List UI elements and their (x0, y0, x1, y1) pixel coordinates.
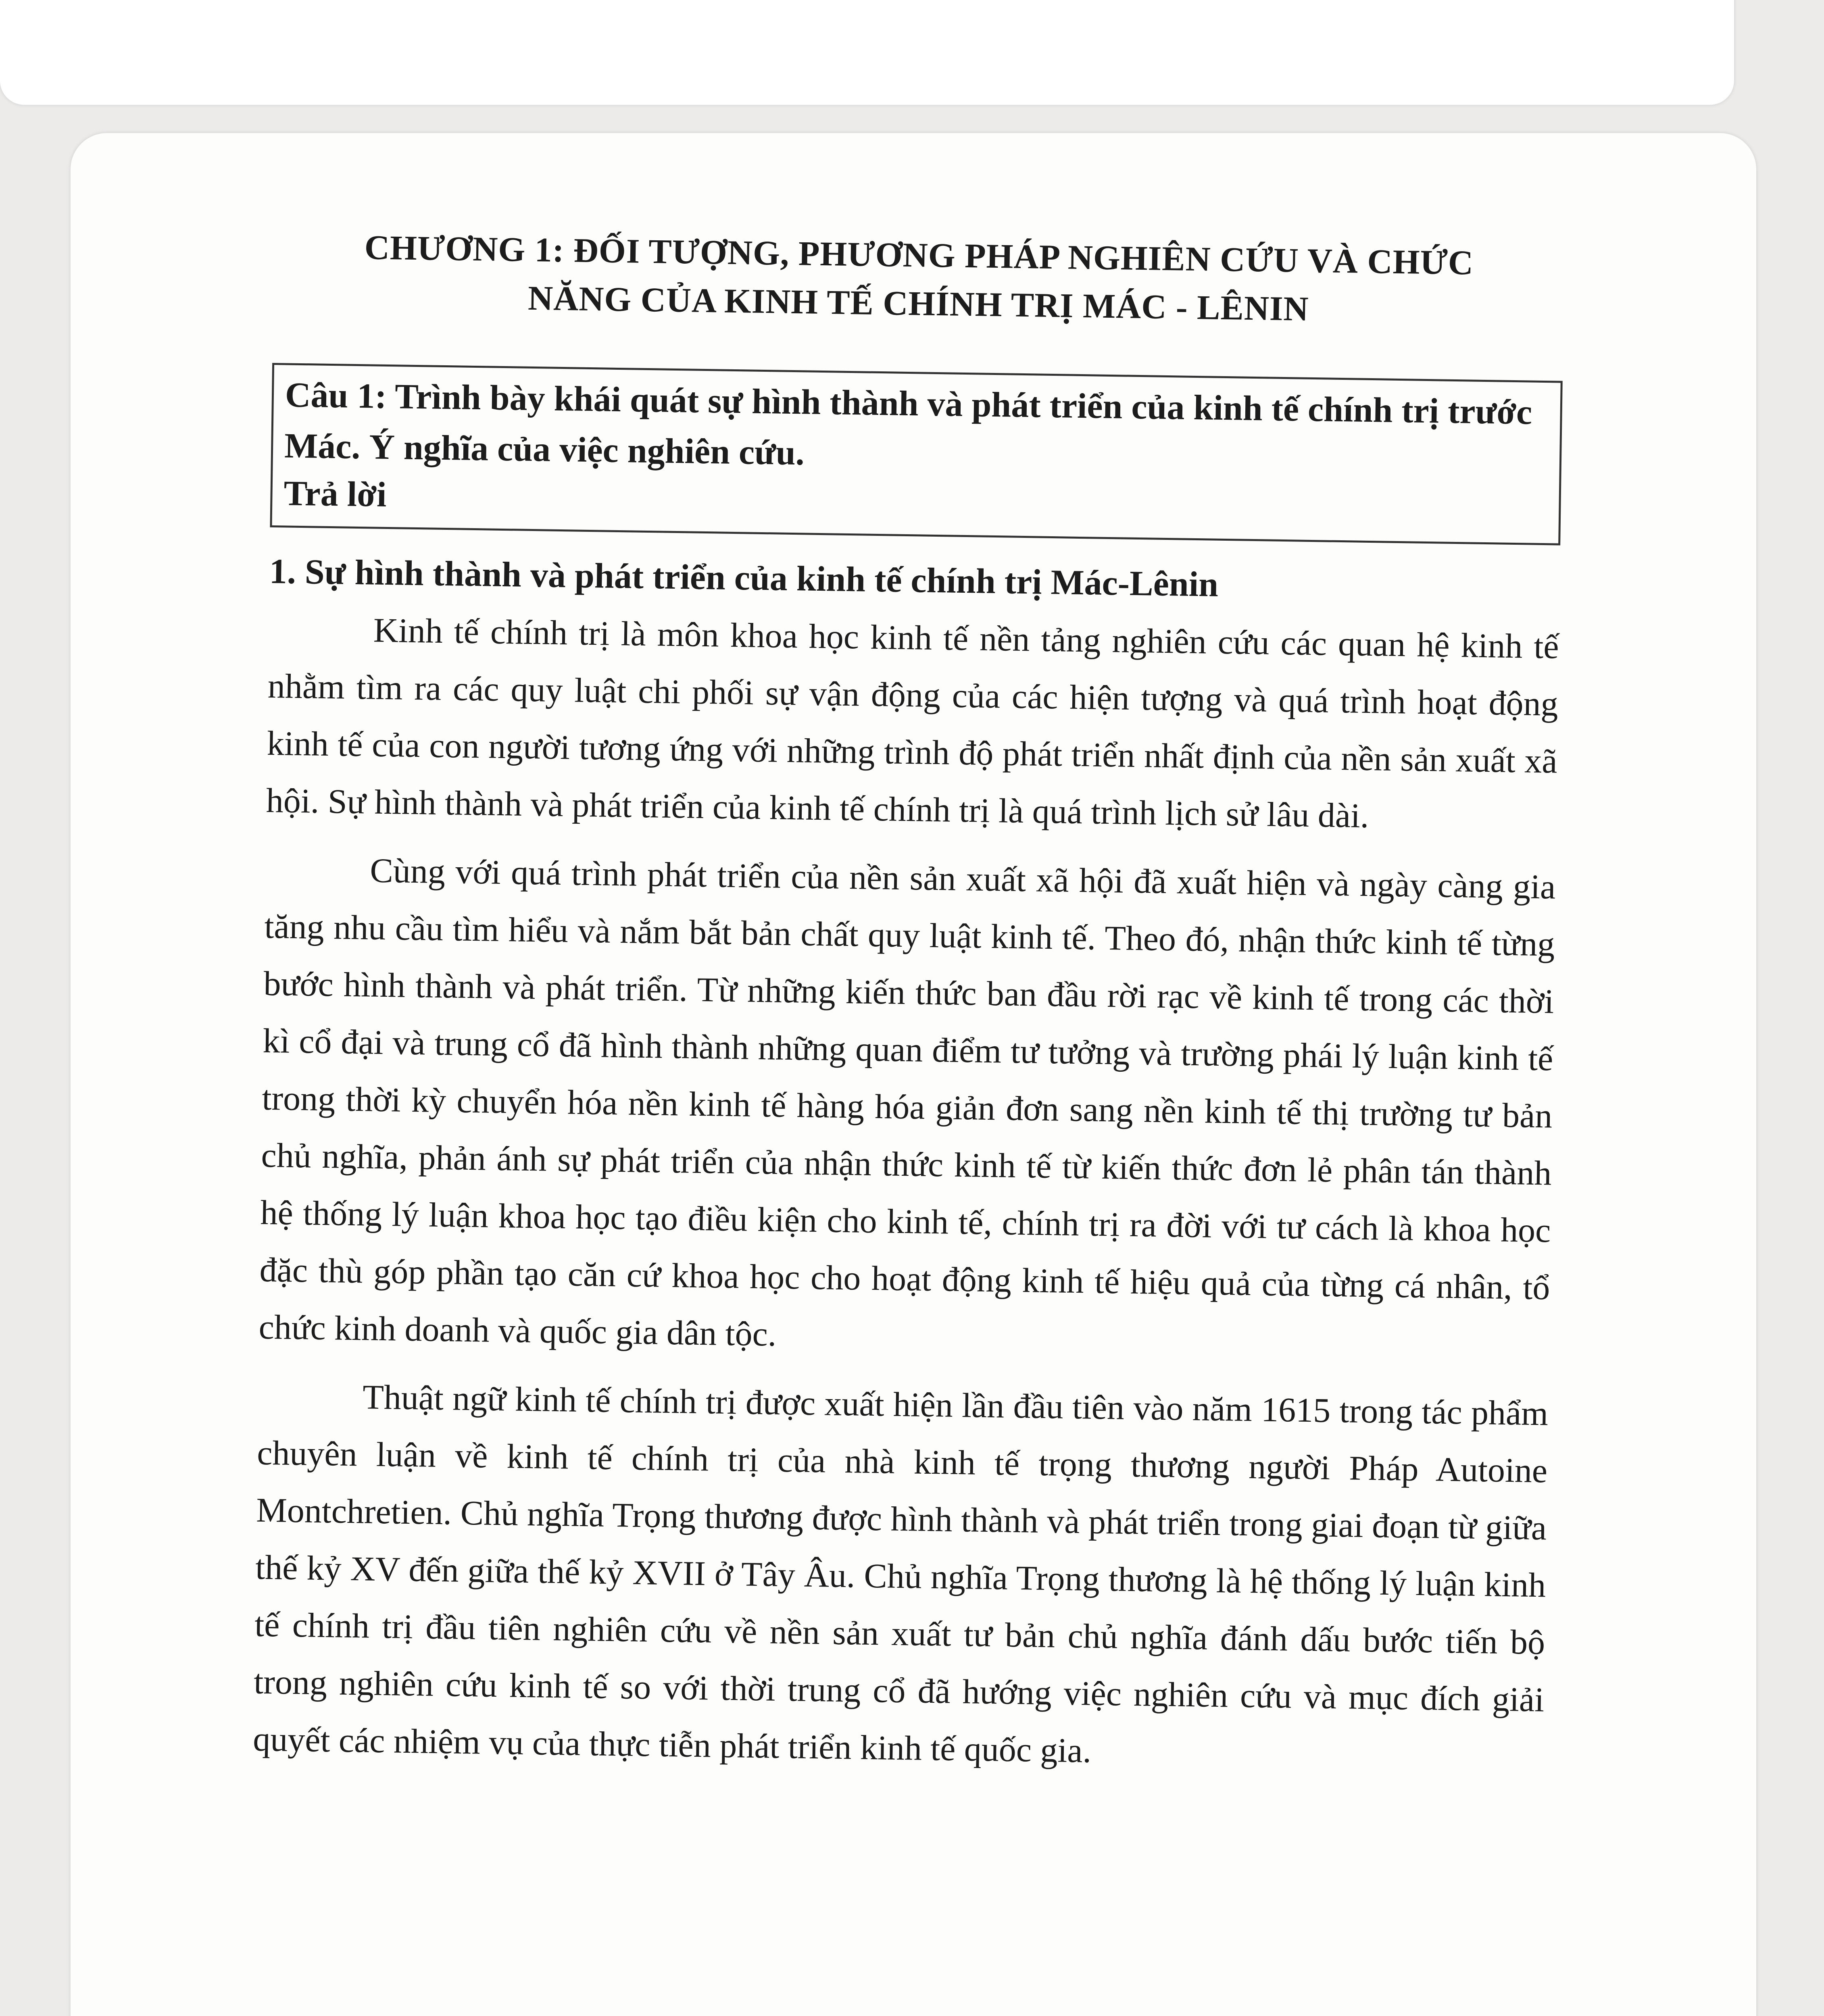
chapter-title (273, 222, 1565, 337)
chapter-title-line1: CHƯƠNG 1: ĐỐI TƯỢNG, PHƯƠNG PHÁP NGHIÊN CỨU VÀ CHỨC (364, 228, 1474, 282)
page-content (252, 222, 1565, 1797)
paragraph-2: Cùng với quá trình phát triển của nền sản xuất xã hội đã xuất hiện và ngày càng gia tăng nhu cầu tìm hiểu và nắm bắt bản chất quy luật kinh tế. Theo đó, nhận thức kinh tế từng bước hình thành và phát triển. Từ những kiến thức ban đầu rời rạc về kinh tế trong các thời kì cổ đại và trung cổ đã hình thành những quan điểm tư tưởng và trường phái lý luận kinh tế trong thời kỳ chuyển hóa nền kinh tế hàng hóa giản đơn sang nền kinh tế thị trường tư bản chủ nghĩa, phản ánh sự phát triển của nhận thức kinh tế từ kiến thức đơn lẻ phân tán thành hệ thống lý luận khoa học tạo điều kiện cho kinh tế, chính trị ra đời với tư cách là khoa học đặc thù góp phần tạo căn cứ khoa học cho hoạt động kinh tế hiệu quả của từng cá nhân, tổ chức kinh doanh và quốc gia dân tộc. (258, 851, 1556, 1354)
question-box (270, 363, 1562, 546)
paragraph-3: Thuật ngữ kinh tế chính trị được xuất hiện lần đầu tiên vào năm 1615 trong tác phẩm chuyên luận về kinh tế chính trị của nhà kinh tế trọng thương người Pháp Autoine Montchretien. Chủ nghĩa Trọng thương được hình thành và phát triển trong giai đoạn từ giữa thế kỷ XV đến giữa thế kỷ XVII ở Tây Âu. Chủ nghĩa Trọng thương là hệ thống lý luận kinh tế chính trị đầu tiên nghiên cứu về nền sản xuất tư bản chủ nghĩa đánh dấu bước tiến bộ trong nghiên cứu kinh tế so với thời trung cổ đã hướng việc nghiên cứu và mục đích giải quyết các nhiệm vụ của thực tiễn phát triển kinh tế quốc gia. (252, 1377, 1549, 1770)
question-text: Câu 1: Trình bày khái quát sự hình thành và phát triển của kinh tế chính trị trước Mác. Ý nghĩa của việc nghiên cứu. (284, 375, 1532, 473)
section-heading: 1. Sự hình thành và phát triển của kinh tế chính trị Mác-Lênin (269, 552, 1219, 604)
answer-label: Trả lời (283, 474, 387, 514)
previous-page-edge (0, 0, 1734, 105)
chapter-title-line2: NĂNG CỦA KINH TẾ CHÍNH TRỊ MÁC - LÊNIN (527, 278, 1309, 328)
paragraph-1: Kinh tế chính trị là môn khoa học kinh tế nền tảng nghiên cứu các quan hệ kinh tế nhằm tìm ra các quy luật chi phối sự vận động của các hiện tượng và quá trình hoạt động kinh tế của con người tương ứng với những trình độ phát triển nhất định của nền sản xuất xã hội. Sự hình thành và phát triển của kinh tế chính trị là quá trình lịch sử lâu dài. (266, 610, 1559, 835)
document-page (71, 133, 1756, 2016)
